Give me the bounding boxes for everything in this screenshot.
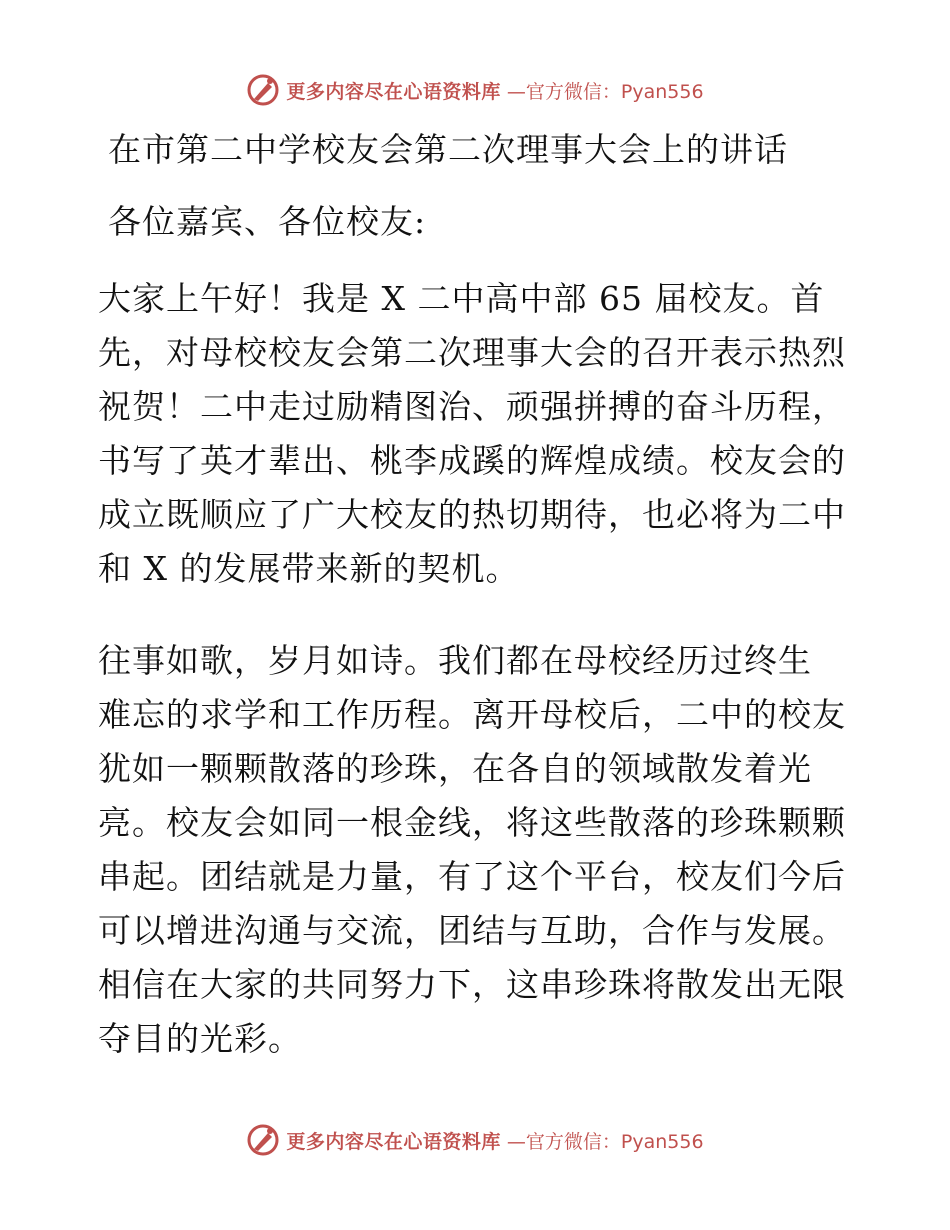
paragraph-line: 夺目的光彩。	[98, 1019, 302, 1058]
paragraph-line: 成立既顺应了广大校友的热切期待，也必将为二中	[98, 495, 846, 534]
watermark-text: 更多内容尽在心语资料库	[286, 80, 501, 103]
brand-logo-icon	[246, 73, 280, 107]
paragraph-1	[98, 272, 858, 596]
footer-watermark	[0, 1120, 950, 1160]
paragraph-line: 难忘的求学和工作历程。离开母校后，二中的校友	[98, 695, 846, 734]
paragraph-line: 串起。团结就是力量，有了这个平台，校友们今后	[98, 857, 846, 896]
paragraph-line: 相信在大家的共同努力下，这串珍珠将散发出无限	[98, 965, 846, 1004]
document-title: 在市第二中学校友会第二次理事大会上的讲话	[108, 130, 788, 169]
paragraph-2	[98, 634, 858, 1066]
paragraph-line: 往事如歌，岁月如诗。我们都在母校经历过终生	[98, 641, 812, 680]
paragraph-line: 可以增进沟通与交流，团结与互助，合作与发展。	[98, 911, 846, 950]
watermark-contact: —官方微信：Pyan556	[506, 80, 704, 103]
paragraph-line: 犹如一颗颗散落的珍珠，在各自的领域散发着光	[98, 749, 812, 788]
document-greeting: 各位嘉宾、各位校友:	[108, 202, 427, 241]
paragraph-line: 祝贺！二中走过励精图治、顽强拼搏的奋斗历程，	[98, 387, 846, 426]
paragraph-line: 和 X 的发展带来新的契机。	[98, 549, 520, 588]
paragraph-line: 大家上午好！我是 X 二中高中部 65 届校友。首	[98, 279, 825, 318]
header-watermark	[0, 70, 950, 110]
paragraph-line: 先，对母校校友会第二次理事大会的召开表示热烈	[98, 333, 846, 372]
watermark-contact: —官方微信：Pyan556	[506, 1130, 704, 1153]
watermark-text: 更多内容尽在心语资料库	[286, 1130, 501, 1153]
paragraph-line: 书写了英才辈出、桃李成蹊的辉煌成绩。校友会的	[98, 441, 846, 480]
paragraph-line: 亮。校友会如同一根金线，将这些散落的珍珠颗颗	[98, 803, 846, 842]
brand-logo-icon	[246, 1123, 280, 1157]
